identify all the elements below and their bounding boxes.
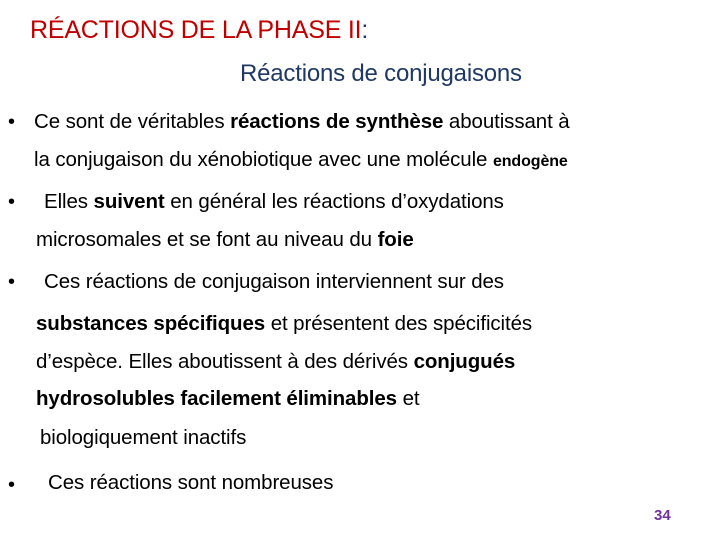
bold-text: suivent xyxy=(93,190,165,213)
title-line-1: RÉACTIONS DE LA PHASE II xyxy=(30,16,362,44)
bullet-marker: • xyxy=(8,111,16,133)
bold-text: foie xyxy=(377,228,414,251)
text: en général les réactions d’oxydations xyxy=(164,190,504,213)
text: la conjugaison du xénobiotique avec une molécule xyxy=(34,148,493,171)
text: Elles xyxy=(44,190,94,213)
bold-text: réactions de synthèse xyxy=(230,110,444,133)
bullet-2-line-2 xyxy=(36,230,414,251)
bullet-marker: • xyxy=(8,474,16,496)
bullet-marker: • xyxy=(8,271,16,293)
bold-text: endogène xyxy=(492,153,568,170)
text: microsomales et se font au niveau du xyxy=(36,228,378,251)
text: aboutissant à xyxy=(443,110,570,133)
bold-text: conjugués xyxy=(413,350,516,373)
bullet-3-line-5: biologiquement inactifs xyxy=(40,426,247,449)
bullet-3-line-1: Ces réactions de conjugaison interviennent sur des xyxy=(44,270,504,293)
bullet-1-line-2 xyxy=(34,150,568,171)
text: et présentent des spécificités xyxy=(265,312,533,335)
bullet-1-line-1 xyxy=(34,112,570,133)
bullet-3-line-4 xyxy=(36,389,419,410)
bullet-3-line-2 xyxy=(36,314,532,335)
bullet-3-line-3 xyxy=(36,352,515,373)
bullet-marker: • xyxy=(8,191,16,213)
bullet-2-line-1 xyxy=(44,192,504,213)
text: Ce sont de véritables xyxy=(34,110,231,133)
bold-text: substances spécifiques xyxy=(36,312,266,335)
slide-title xyxy=(30,16,368,45)
bold-text: hydrosolubles facilement éliminables xyxy=(36,387,397,410)
slide-subtitle: Réactions de conjugaisons xyxy=(240,60,522,87)
title-colon: : xyxy=(361,16,369,44)
bullet-4-line-1: Ces réactions sont nombreuses xyxy=(48,471,334,494)
page-number: 34 xyxy=(654,507,671,524)
text: et xyxy=(396,387,420,410)
text: d’espèce. Elles aboutissent à des dérivés xyxy=(36,350,414,373)
